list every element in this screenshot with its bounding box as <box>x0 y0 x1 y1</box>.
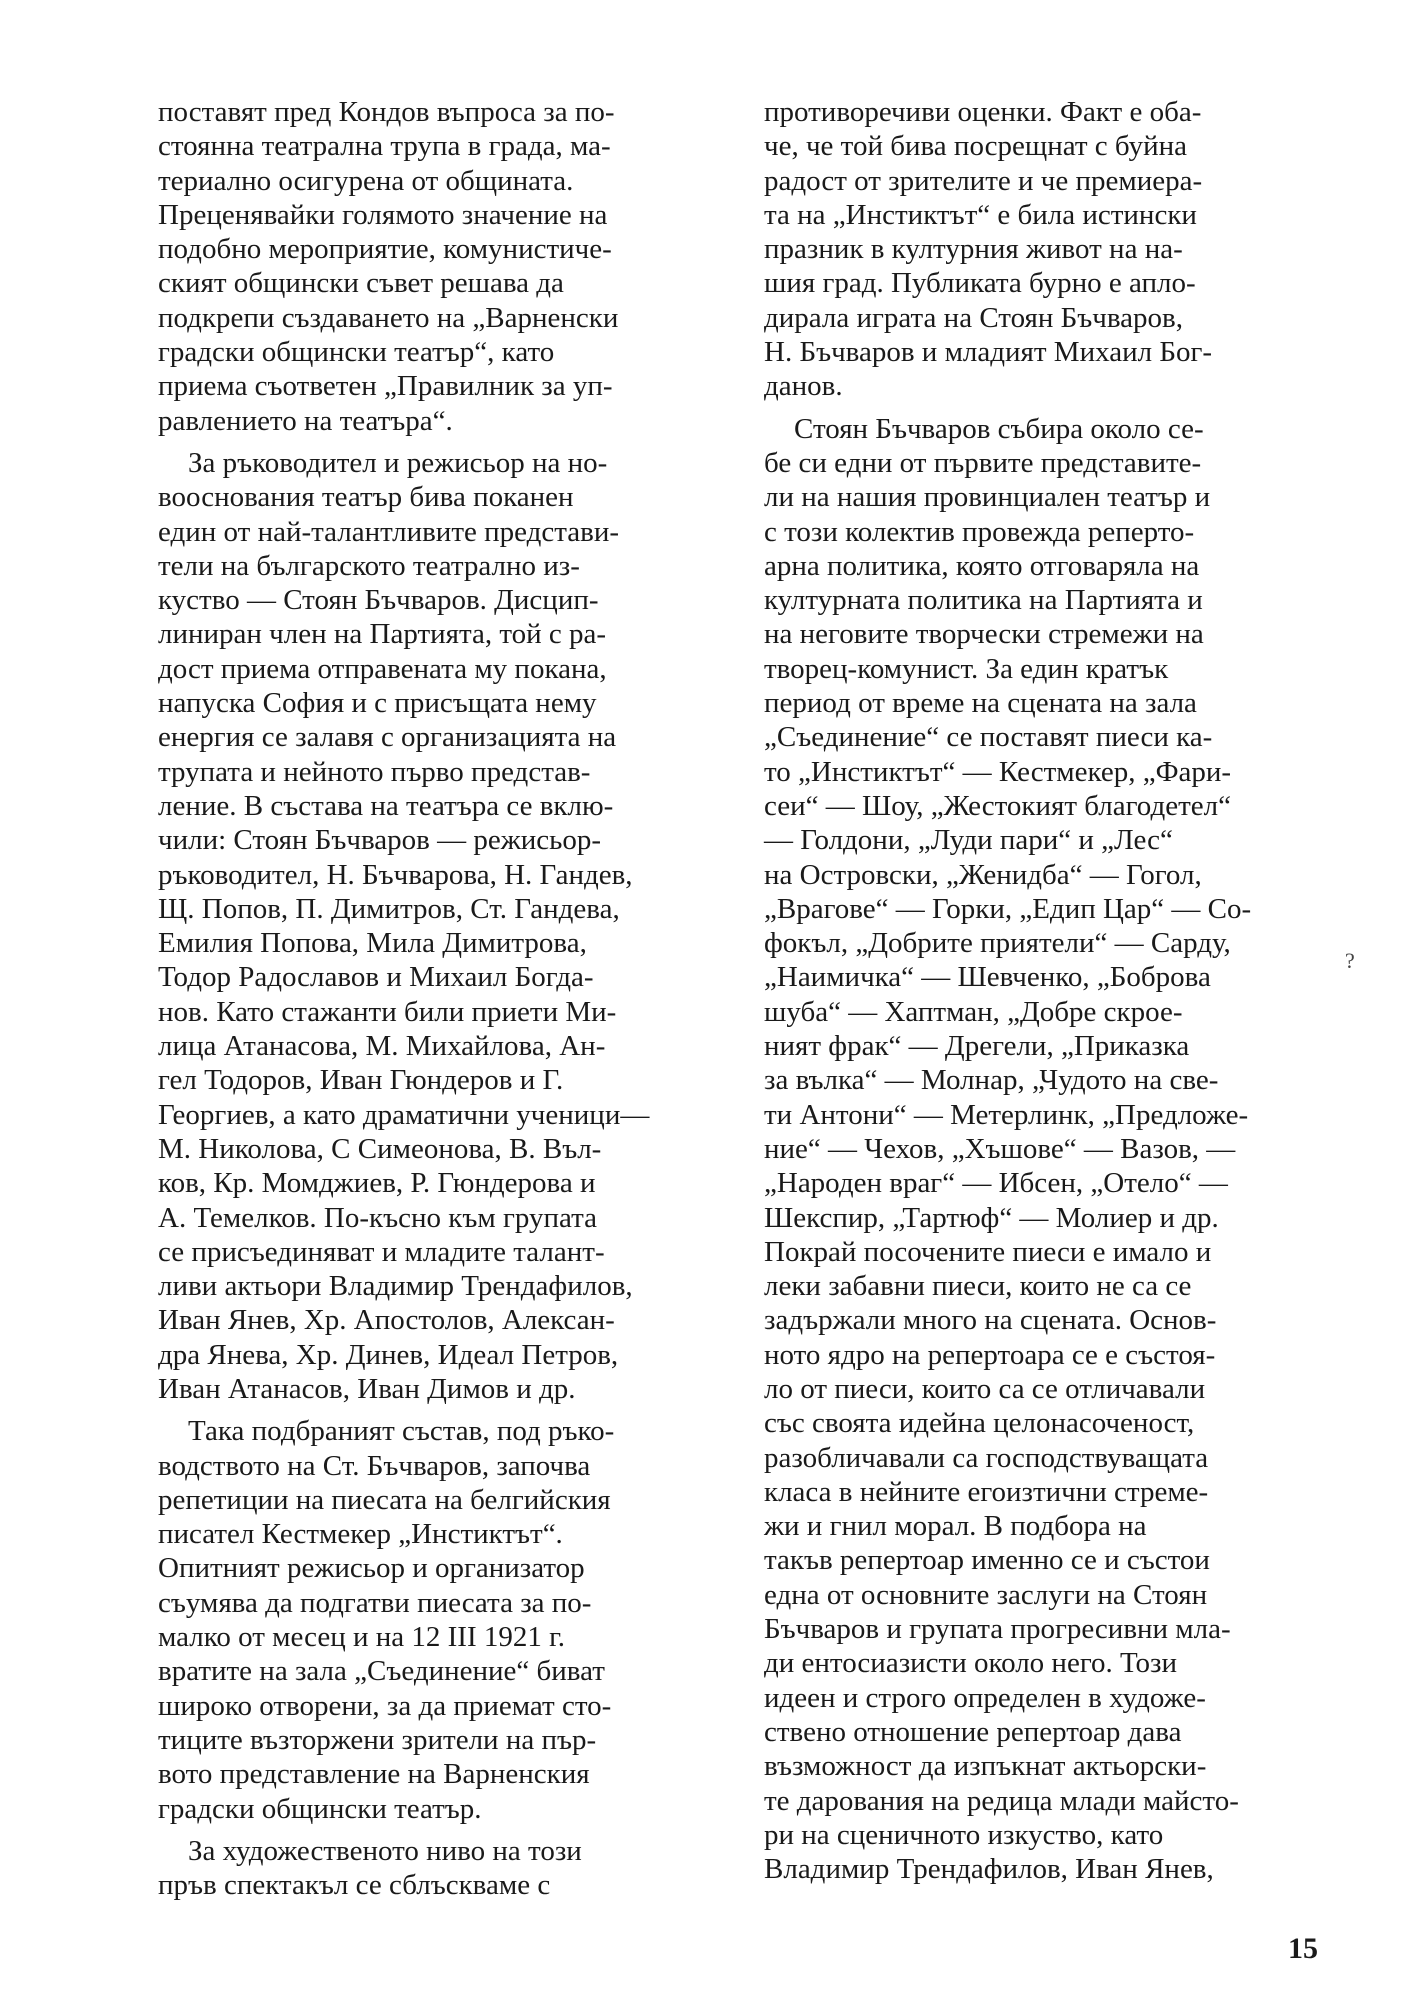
paragraph: Стоян Бъчваров събира около се- бе си едни от първите представите- ли на нашия провинциален театър и с този колектив провежда реперто- арна политика, която отговаряла на културната политика на Партията и на неговите творчески стремежи на творец-комунист. За един кратък период от време на сцената на зала „Съединение“ се поставят пиеси ка- то „Инстиктът“ — Кестмекер, „Фари- сеи“ — Шоу, „Жестокият благодетел“ — Голдони, „Луди пари“ и „Лес“ на Островски, „Женидба“ — Гогол, „Врагове“ — Горки, „Едип Цар“ — Со- фокъл, „Добрите приятели“ — Сарду, „Наимичка“ — Шевченко, „Боброва шуба“ — Хаптман, „Добре скрое- ният фрак“ — Дрегели, „Приказка за вълка“ — Молнар, „Чудото на све- ти Антони“ — Метерлинк, „Предложе- ние“ — Чехов, „Хъшове“ — Вазов, — „Народен враг“ — Ибсен, „Отело“ — Шекспир, „Тартюф“ — Молиер и др. Покрай посочените пиеси е имало и леки забавни пиеси, които не са се задържали много на сцената. Основ- ното ядро на репертоара се е състоя- ло от пиеси, които са се отличавали със своята идейна целонасоченост, разобличавали са господствуващата класа в нейните егоизтични стреме- жи и гнил морал. В подбора на такъв репертоар именно се и състои една от основните заслуги на Стоян Бъчваров и групата прогресивни мла- ди ентосиазисти около него. Този идеен и строго определен в художе- ствено отношение репертоар дава възможност да изпъкнат актьорски- те дарования на редица млади майсто- ри на сценичното изкуство, като Владимир Трендафилов, Иван Янев, <box>764 412 1252 1886</box>
paragraph: За ръководител и режисьор на но- вооснования театър бива поканен един от най-талантливите представи- тели на българското театрално из- куство — Стоян Бъчваров. Дисцип- линиран член на Партията, той с ра- дост приема отправената му покана, напуска София и с присъщата нему енергия се залавя с организацията на трупата и нейното първо представ- ление. В състава на театъра се вклю- чили: Стоян Бъчваров — режисьор- ръководител, Н. Бъчварова, Н. Гандев, Щ. Попов, П. Димитров, Ст. Гандева, Емилия Попова, Мила Димитрова, Тодор Радославов и Михаил Богда- нов. Като стажанти били приети Ми- лица Атанасова, М. Михайлова, Ан- гел Тодоров, Иван Гюндеров и Г. Георгиев, а като драматични ученици— М. Николова, С Симеонова, В. Въл- ков, Кр. Момджиев, Р. Гюндерова и А. Темелков. По-късно към групата се присъединяват и младите талант- ливи актьори Владимир Трендафилов, Иван Янев, Хр. Апостолов, Алексан- дра Янева, Хр. Динев, Идеал Петров, Иван Атанасов, Иван Димов и др. <box>158 446 650 1405</box>
paragraph: поставят пред Кондов въпроса за по- стоянна театрална трупа в града, ма- териално осигурена от общината. Преценявайки голямото значение на подобно мероприятие, комунистиче- ският общински съвет решава да подкрепи създаването на „Варненски градски общински театър“, като приема съответен „Правилник за уп- равлението на театъра“. <box>158 96 619 437</box>
page-number: 15 <box>1288 1932 1318 1965</box>
right-text-column <box>764 95 1336 1894</box>
paragraph: противоречиви оценки. Факт е оба- че, че той бива посрещнат с буйна радост от зрителите и че премиера- та на „Инстиктът“ е била истински празник в културния живот на на- шия град. Публиката бурно е апло- дирала играта на Стоян Бъчваров, Н. Бъчваров и младият Михаил Бог- данов. <box>764 96 1213 403</box>
paragraph: Така подбраният състав, под ръко- водството на Ст. Бъчваров, започва репетиции на пиесата на белгийския писател Кестмекер „Инстиктът“. Опитният режисьор и организатор съумява да подгатви пиесата за по- малко от месец и на 12 III 1921 г. вратите на зала „Съединение“ биват широко отворени, за да приемат сто- тиците възторжени зрители на пър- вото представление на Варненския градски общински театър. <box>158 1415 615 1825</box>
margin-mark: ? <box>1345 948 1355 973</box>
paragraph: За художественото ниво на този пръв спектакъл се сблъскваме с <box>158 1834 582 1902</box>
left-text-column <box>158 95 730 1910</box>
